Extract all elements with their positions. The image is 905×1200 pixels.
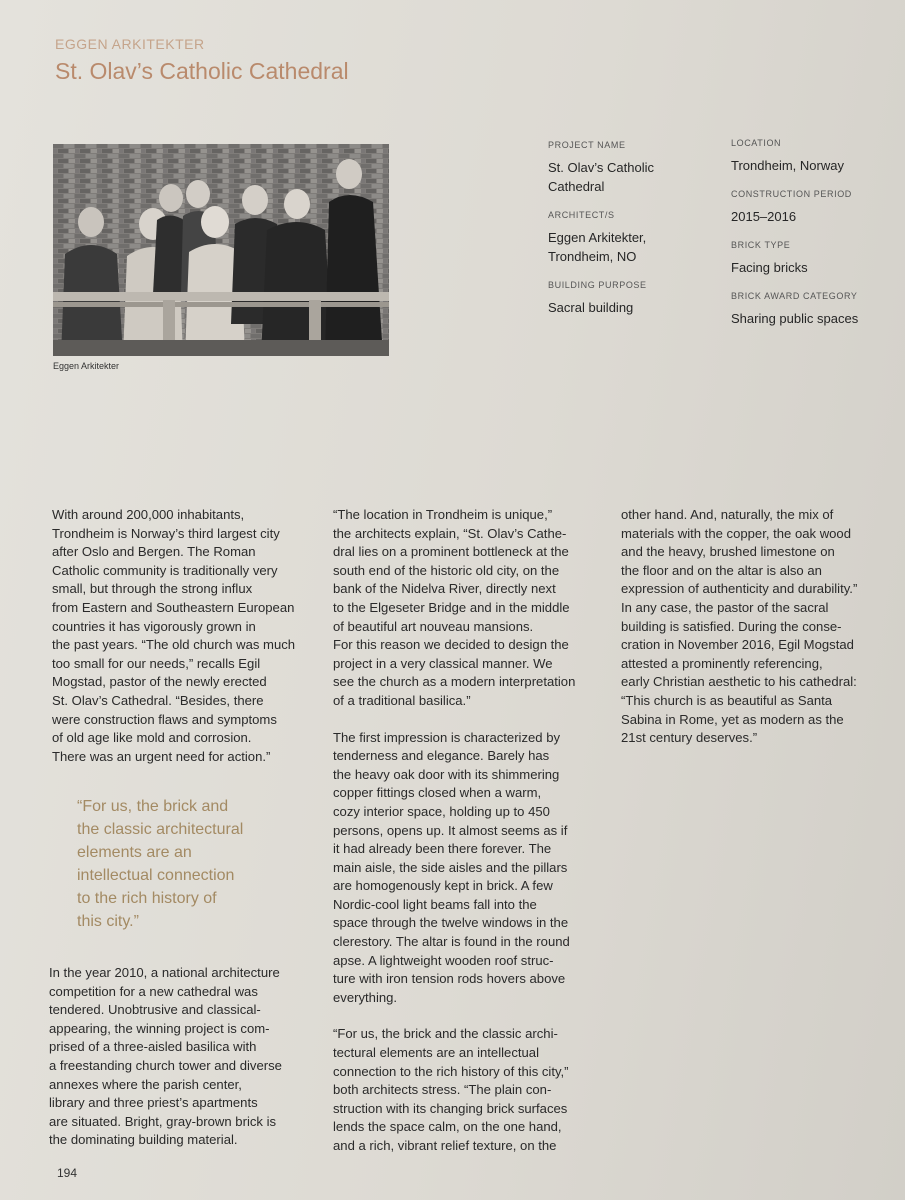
text-line: “This church is as beautiful as Santa xyxy=(621,692,833,708)
text-line: attested a prominently referencing, xyxy=(621,655,823,671)
body-column-2 xyxy=(333,506,618,1156)
text-line: lends the space calm, on the one hand, xyxy=(333,1119,562,1135)
text-line: Sabina in Rome, yet as modern as the xyxy=(621,711,844,727)
text-line: of old age like mold and corrosion. xyxy=(52,730,252,746)
text-line: tenderness and elegance. Barely has xyxy=(333,748,550,764)
meta-label: ARCHITECT/S xyxy=(548,210,615,220)
text-line: ture with iron tension rods hovers above xyxy=(333,971,566,987)
body-paragraph xyxy=(49,964,329,1150)
meta-value xyxy=(731,258,896,277)
meta-value xyxy=(548,298,723,317)
meta-label: LOCATION xyxy=(731,138,782,148)
text-line: persons, opens up. It almost seems as if xyxy=(333,822,568,838)
body-column-1-lower xyxy=(49,964,329,1150)
meta-value xyxy=(548,158,723,196)
meta-value-line: Trondheim, Norway xyxy=(731,158,844,173)
body-paragraph xyxy=(621,506,901,748)
quote-line: elements are an xyxy=(77,844,192,861)
quote-line: intellectual connection xyxy=(77,867,235,884)
body-paragraph xyxy=(333,506,618,711)
text-line: Mogstad, pastor of the newly erected xyxy=(52,674,267,690)
text-line: tectural elements are an intellectual xyxy=(333,1045,539,1061)
text-line: from Eastern and Southeastern European xyxy=(52,599,295,615)
text-line: of beautiful art nouveau mansions. xyxy=(333,618,534,634)
meta-value xyxy=(731,156,896,175)
meta-value xyxy=(731,309,896,328)
text-line: are situated. Bright, gray-brown brick is xyxy=(49,1113,277,1129)
meta-item-building-purpose xyxy=(548,276,723,317)
meta-item-location xyxy=(731,134,896,175)
text-line: are homogenously kept in brick. A few xyxy=(333,878,553,894)
quote-line: the classic architectural xyxy=(77,821,244,838)
text-line: the past years. “The old church was much xyxy=(52,637,296,653)
quote-line: to the rich history of xyxy=(77,890,217,907)
meta-value-line: Cathedral xyxy=(548,179,605,194)
meta-label: BUILDING PURPOSE xyxy=(548,280,647,290)
architects-photo-image xyxy=(53,144,389,356)
text-line: cration in November 2016, Egil Mogstad xyxy=(621,637,854,653)
text-line: countries it has vigorously grown in xyxy=(52,618,256,634)
meta-value xyxy=(548,228,723,266)
text-line: the floor and on the altar is also an xyxy=(621,562,822,578)
text-line: everything. xyxy=(333,989,398,1005)
meta-value xyxy=(731,207,896,226)
text-line: main aisle, the side aisles and the pillars xyxy=(333,859,568,875)
text-line: For this reason we decided to design the xyxy=(333,637,569,653)
text-line: south end of the historic old city, on the xyxy=(333,562,560,578)
text-line: connection to the rich history of this city,” xyxy=(333,1063,569,1079)
text-line: the heavy oak door with its shimmering xyxy=(333,766,560,782)
text-line: it had already been there forever. The xyxy=(333,841,552,857)
text-line: copper fittings closed when a warm, xyxy=(333,785,542,801)
text-line: project in a very classical manner. We xyxy=(333,655,553,671)
meta-item-architects xyxy=(548,206,723,266)
quote-line: “For us, the brick and xyxy=(77,798,229,815)
text-line: expression of authenticity and durability.” xyxy=(621,581,858,597)
page-title: St. Olav’s Catholic Cathedral xyxy=(55,58,349,84)
meta-value-line: Sharing public spaces xyxy=(731,311,859,326)
text-line: both architects stress. “The plain con- xyxy=(333,1082,552,1098)
text-line: Catholic community is traditionally very xyxy=(52,562,278,578)
text-line: the dominating building material. xyxy=(49,1132,238,1148)
project-meta-left xyxy=(548,136,723,327)
text-line: to the Elgeseter Bridge and in the middle xyxy=(333,599,570,615)
text-line: With around 200,000 inhabitants, xyxy=(52,507,245,522)
text-line: “For us, the brick and the classic archi- xyxy=(333,1026,558,1042)
text-line: tendered. Unobtrusive and classical- xyxy=(49,1002,261,1018)
text-line: materials with the copper, the oak wood xyxy=(621,525,851,541)
meta-label: PROJECT NAME xyxy=(548,140,626,150)
project-meta-right xyxy=(731,134,896,338)
text-line: cozy interior space, holding up to 450 xyxy=(333,803,550,819)
meta-label: BRICK AWARD CATEGORY xyxy=(731,291,858,301)
text-line: “The location in Trondheim is unique,” xyxy=(333,507,553,522)
text-line: dral lies on a prominent bottleneck at the xyxy=(333,544,569,560)
pull-quote xyxy=(77,795,297,933)
architects-photo xyxy=(53,144,389,356)
text-line: see the church as a modern interpretation xyxy=(333,674,576,690)
text-line: Trondheim is Norway’s third largest city xyxy=(52,525,280,541)
text-line: bank of the Nidelva River, directly next xyxy=(333,581,556,597)
text-line: too small for our needs,” recalls Egil xyxy=(52,655,261,671)
text-line: appearing, the winning project is com- xyxy=(49,1020,270,1036)
body-column-1 xyxy=(52,506,327,766)
text-line: In the year 2010, a national architecture xyxy=(49,965,280,980)
meta-item-project-name xyxy=(548,136,723,196)
text-line: a freestanding church tower and diverse xyxy=(49,1057,282,1073)
text-line: the architects explain, “St. Olav’s Cathe- xyxy=(333,525,567,541)
meta-value-line: St. Olav’s Catholic xyxy=(548,160,654,175)
text-line: annexes where the parish center, xyxy=(49,1076,242,1092)
text-line: apse. A lightweight wooden roof struc- xyxy=(333,952,554,968)
text-line: of a traditional basilica.” xyxy=(333,692,471,708)
text-line: and the heavy, brushed limestone on xyxy=(621,544,835,560)
quote-line: this city.” xyxy=(77,913,139,930)
body-paragraph xyxy=(52,506,327,766)
text-line: The first impression is characterized by xyxy=(333,729,561,745)
text-line: St. Olav’s Cathedral. “Besides, there xyxy=(52,692,264,708)
meta-value-line: 2015–2016 xyxy=(731,209,797,224)
meta-item-brick-award-category xyxy=(731,287,896,328)
meta-value-line: Facing bricks xyxy=(731,260,808,275)
text-line: and a rich, vibrant relief texture, on the xyxy=(333,1138,557,1153)
text-line: In any case, the pastor of the sacral xyxy=(621,599,829,615)
text-line: were construction flaws and symptoms xyxy=(52,711,277,727)
architect-eyebrow: EGGEN ARKITEKTER xyxy=(55,36,205,52)
meta-item-brick-type xyxy=(731,236,896,277)
body-paragraph xyxy=(333,1025,618,1155)
meta-label: BRICK TYPE xyxy=(731,240,791,250)
text-line: after Oslo and Bergen. The Roman xyxy=(52,544,256,560)
text-line: Nordic-cool light beams fall into the xyxy=(333,896,537,912)
meta-value-line: Eggen Arkitekter, xyxy=(548,230,647,245)
text-line: other hand. And, naturally, the mix of xyxy=(621,507,834,522)
meta-item-construction-period xyxy=(731,185,896,226)
text-line: 21st century deserves.” xyxy=(621,730,758,746)
text-line: library and three priest’s apartments xyxy=(49,1095,258,1111)
text-line: building is satisfied. During the conse- xyxy=(621,618,842,634)
body-paragraph xyxy=(333,729,618,1008)
text-line: There was an urgent need for action.” xyxy=(52,748,271,764)
text-line: competition for a new cathedral was xyxy=(49,983,258,999)
page-number: 194 xyxy=(57,1166,78,1180)
meta-label: CONSTRUCTION PERIOD xyxy=(731,189,852,199)
photo-caption: Eggen Arkitekter xyxy=(53,361,120,371)
text-line: space through the twelve windows in the xyxy=(333,915,569,931)
body-column-3 xyxy=(621,506,901,748)
text-line: struction with its changing brick surfaces xyxy=(333,1100,568,1116)
text-line: early Christian aesthetic to his cathedral: xyxy=(621,674,857,690)
meta-value-line: Trondheim, NO xyxy=(548,249,637,264)
meta-value-line: Sacral building xyxy=(548,300,634,315)
text-line: small, but through the strong influx xyxy=(52,581,253,597)
text-line: prised of a three-aisled basilica with xyxy=(49,1039,257,1055)
text-line: clerestory. The altar is found in the round xyxy=(333,934,570,950)
